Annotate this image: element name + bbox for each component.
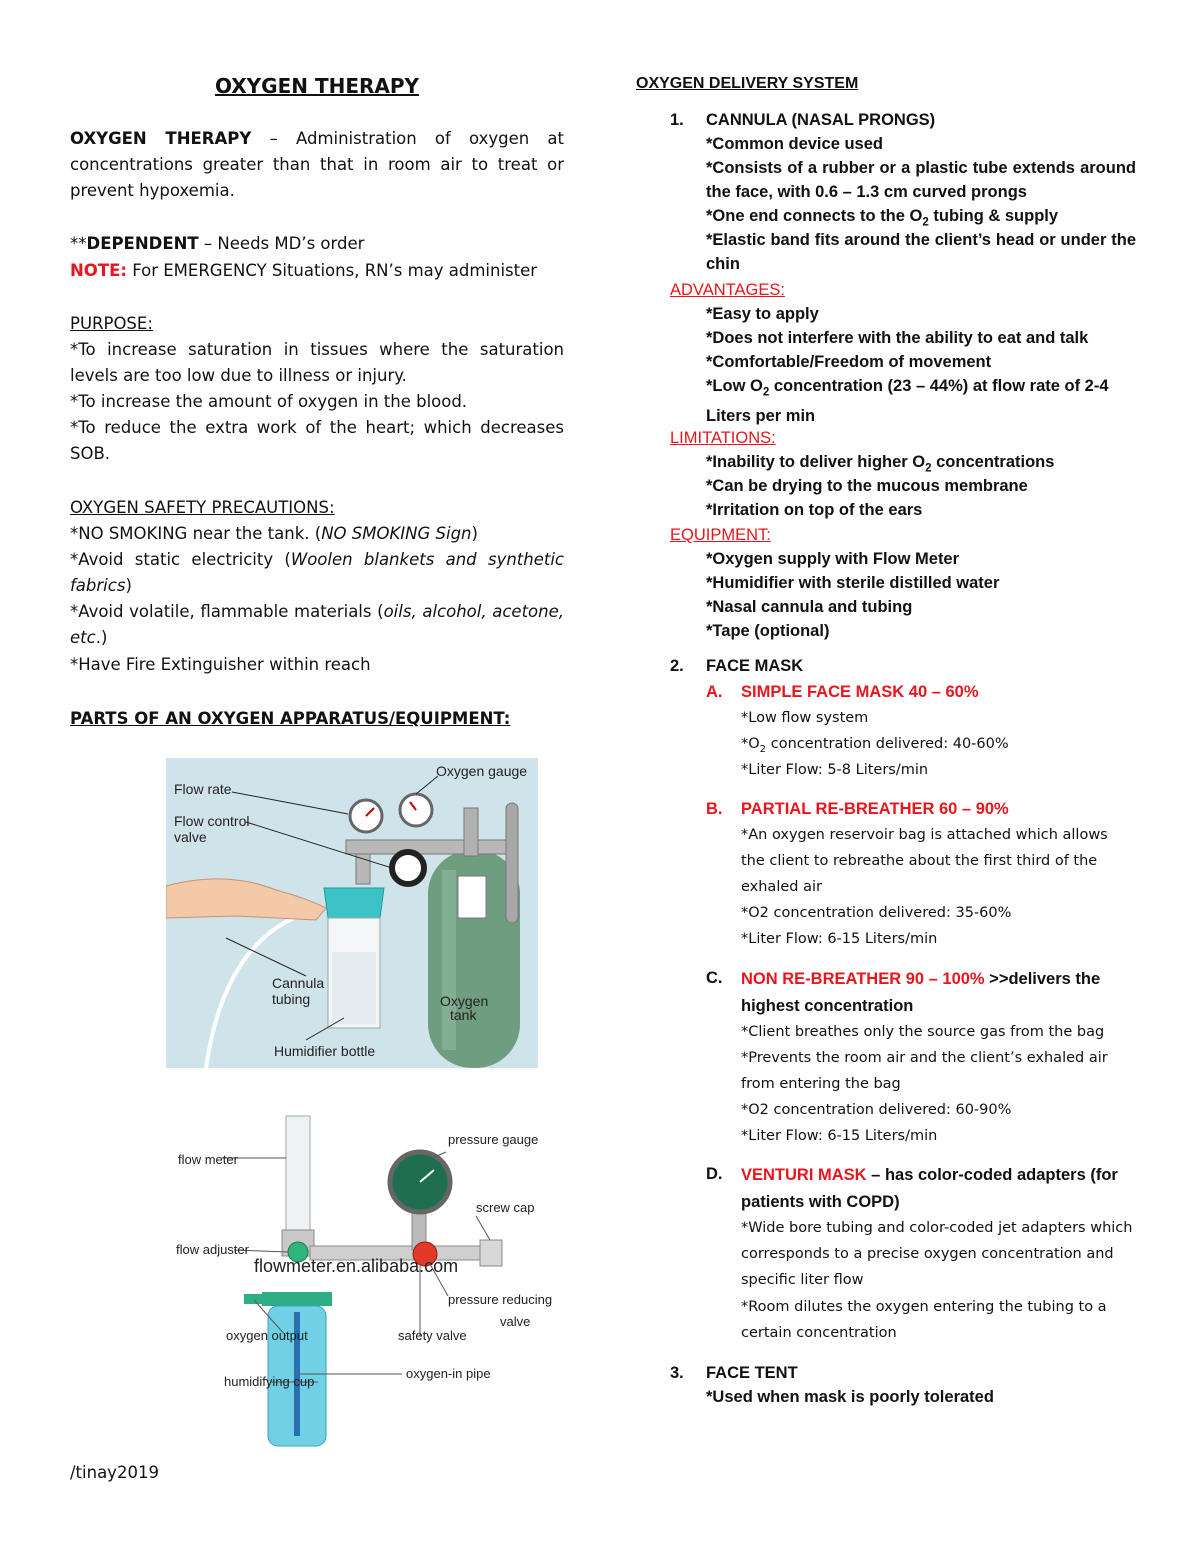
figure-label: flow meter [178, 1152, 238, 1167]
non-rebreather-item: *Liter Flow: 6-15 Liters/min [741, 1128, 938, 1144]
purpose-item: *To increase saturation in tissues where the saturation levels are too low due to illness or injury. [70, 340, 564, 385]
cannula-desc: *Common device used [706, 135, 883, 153]
advantage-item: *Easy to apply [706, 305, 819, 323]
figure-label: oxygen output [226, 1328, 308, 1343]
humidifier-water [332, 952, 376, 1024]
figure-label: pressure reducing [448, 1292, 553, 1307]
text-part: *Inability to deliver higher O [706, 453, 926, 471]
advantage-item: *Does not interfere with the ability to eat and talk [706, 329, 1089, 347]
safety-italic: Woolen blankets and synthetic fabrics [70, 550, 564, 595]
partial-rebreather-title: PARTIAL RE-BREATHER 60 – 90% [741, 800, 1009, 818]
safety-item [70, 599, 564, 651]
figure-label: screw cap [476, 1200, 535, 1215]
oxygen-output-spout [244, 1294, 266, 1304]
figure-label: Oxygen [440, 993, 489, 1009]
flow-control-valve [392, 852, 424, 884]
equipment-item: *Oxygen supply with Flow Meter [706, 550, 960, 568]
section-number: 1. [670, 111, 684, 129]
non-rebreather-item: *O2 concentration delivered: 60-90% [741, 1102, 1012, 1118]
subsection-letter: A. [706, 683, 723, 701]
valve-stem [464, 808, 478, 856]
partial-rebreather-item: *Liter Flow: 6-15 Liters/min [741, 931, 938, 947]
figure-label: valve [174, 829, 207, 845]
purpose-item: *To reduce the extra work of the heart; which decreases SOB. [70, 418, 564, 463]
title-red: VENTURI MASK [741, 1166, 867, 1184]
figure-label: Cannula [272, 975, 325, 991]
delivery-heading: OXYGEN DELIVERY SYSTEM [636, 75, 859, 92]
footer-signature: /tinay2019 [70, 1463, 159, 1482]
simple-mask-item: *Low flow system [741, 710, 869, 726]
safety-text: ) [471, 524, 478, 543]
screw-cap [480, 1240, 502, 1266]
humidifier-cap [324, 888, 384, 918]
figure-label: humidifying cup [224, 1374, 315, 1389]
figure-label: Humidifier bottle [274, 1043, 376, 1059]
safety-text: ) [125, 576, 132, 595]
simple-mask-item: *Liter Flow: 5-8 Liters/min [741, 762, 929, 778]
note-text: For EMERGENCY Situations, RN’s may administer [126, 261, 538, 280]
definition-dash: – [251, 129, 296, 148]
figure-label: tank [450, 1007, 477, 1023]
equipment-item: *Tape (optional) [706, 622, 830, 640]
section-number: 3. [670, 1364, 684, 1382]
purpose-item: *To increase the amount of oxygen in the blood. [70, 392, 468, 411]
limitations-heading: LIMITATIONS: [670, 429, 776, 447]
dependent-term: DEPENDENT [86, 234, 199, 253]
cannula-desc: *Elastic band fits around the client’s head or under the chin [706, 231, 1136, 273]
subscript: 2 [759, 743, 767, 755]
safety-item [70, 521, 564, 547]
advantages-heading: ADVANTAGES: [670, 281, 785, 299]
text-part: tubing & supply [928, 207, 1059, 225]
regulator-pipe [346, 840, 506, 854]
dependent-stars: ** [70, 234, 87, 253]
advantage-item: *Comfortable/Freedom of movement [706, 353, 992, 371]
subscript: 2 [922, 216, 929, 229]
face-tent-desc: *Used when mask is poorly tolerated [706, 1388, 994, 1406]
subscript: 2 [925, 462, 932, 475]
safety-italic: NO SMOKING Sign [321, 524, 472, 543]
dependent-line [70, 231, 564, 257]
purpose-heading: PURPOSE: [70, 314, 153, 333]
safety-text: .) [95, 628, 108, 647]
limitation-item: *Irritation on top of the ears [706, 501, 923, 519]
venturi-item: *Room dilutes the oxygen entering the tubing to a certain concentration [741, 1299, 1107, 1341]
tank-wrench [506, 803, 518, 923]
title-suffix: – has color-coded adapters (for patients with COPD) [741, 1166, 1118, 1211]
figure-label: Flow control [174, 813, 250, 829]
definition-paragraph [70, 126, 564, 204]
safety-item: *Have Fire Extinguisher within reach [70, 655, 371, 674]
subscript: 2 [762, 386, 770, 399]
title-suffix: >>delivers the highest concentration [741, 970, 1101, 1015]
figure-label: safety valve [398, 1328, 467, 1343]
figure-label: oxygen-in pipe [406, 1366, 491, 1381]
venturi-title [741, 1162, 1136, 1216]
subsection-letter: C. [706, 969, 723, 987]
text-part: *One end connects to the O [706, 207, 923, 225]
safety-text: *NO SMOKING near the tank. ( [70, 524, 322, 543]
text-part: concentrations [931, 453, 1055, 471]
face-tent-title: FACE TENT [706, 1364, 798, 1382]
figure-label: tubing [272, 991, 311, 1007]
equipment-item: *Nasal cannula and tubing [706, 598, 913, 616]
oxygen-apparatus-figure [166, 758, 538, 1068]
flow-meter-tube [286, 1116, 310, 1230]
tank-highlight [442, 870, 456, 1050]
simple-mask-title: SIMPLE FACE MASK 40 – 60% [741, 683, 979, 701]
figure-label: flow adjuster [176, 1242, 249, 1257]
equipment-heading: EQUIPMENT: [670, 526, 771, 544]
watermark: flowmeter.en.alibaba.com [254, 1256, 459, 1276]
title-red: NON RE-BREATHER 90 – 100% [741, 970, 985, 988]
partial-rebreather-item: *O2 concentration delivered: 35-60% [741, 905, 1012, 921]
safety-item [70, 547, 564, 599]
definition-term: OXYGEN THERAPY [70, 129, 252, 148]
non-rebreather-item: *Client breathes only the source gas from the bag [741, 1024, 1105, 1040]
limitation-item: *Can be drying to the mucous membrane [706, 477, 1028, 495]
figure-label: valve [500, 1314, 531, 1329]
safety-heading: OXYGEN SAFETY PRECAUTIONS: [70, 498, 335, 517]
subsection-letter: B. [706, 800, 723, 818]
tank-tag [458, 876, 486, 918]
subsection-letter: D. [706, 1165, 723, 1183]
dependent-text: – Needs MD’s order [198, 234, 365, 253]
figure-label: Flow rate [174, 781, 232, 797]
non-rebreather-item: *Prevents the room air and the client’s exhaled air from entering the bag [741, 1050, 1108, 1092]
cannula-title: CANNULA (NASAL PRONGS) [706, 111, 936, 129]
section-number: 2. [670, 657, 684, 675]
note-line [70, 258, 564, 284]
text-part: *O [741, 736, 760, 752]
text-part: concentration (23 – 44%) at flow rate of 2-4 Liters per min [706, 377, 1109, 426]
text-part: *Low O [706, 377, 763, 395]
safety-text: *Avoid static electricity ( [70, 550, 291, 569]
humidifier-lid [262, 1292, 332, 1306]
equipment-item: *Humidifier with sterile distilled water [706, 574, 1000, 592]
definition-text: Administration of oxygen at concentrations greater than that in room air to treat or prevent hypoxemia. [70, 129, 565, 200]
text-part: concentration delivered: 40-60% [766, 736, 1009, 752]
cannula-desc: *Consists of a rubber or a plastic tube extends around the face, with 0.6 – 1.3 cm curved prongs [706, 159, 1136, 201]
flowmeter-figure [150, 1112, 564, 1450]
advantage-item [706, 374, 1136, 428]
parts-heading: PARTS OF AN OXYGEN APPARATUS/EQUIPMENT: [70, 709, 511, 728]
page-title: OXYGEN THERAPY [214, 74, 420, 98]
venturi-item: *Wide bore tubing and color-coded jet adapters which corresponds to a precise oxygen concentration and specific liter flow [741, 1220, 1133, 1288]
safety-italic: oils, alcohol, acetone, etc [70, 602, 564, 647]
non-rebreather-title [741, 966, 1136, 1020]
note-label: NOTE: [70, 261, 127, 280]
face-mask-title: FACE MASK [706, 657, 804, 675]
safety-text: *Avoid volatile, flammable materials ( [70, 602, 384, 621]
figure-label: Oxygen gauge [436, 763, 528, 779]
partial-rebreather-item: *An oxygen reservoir bag is attached which allows the client to rebreathe about the first third of the exhaled air [741, 827, 1108, 895]
figure-label: pressure gauge [448, 1132, 539, 1147]
